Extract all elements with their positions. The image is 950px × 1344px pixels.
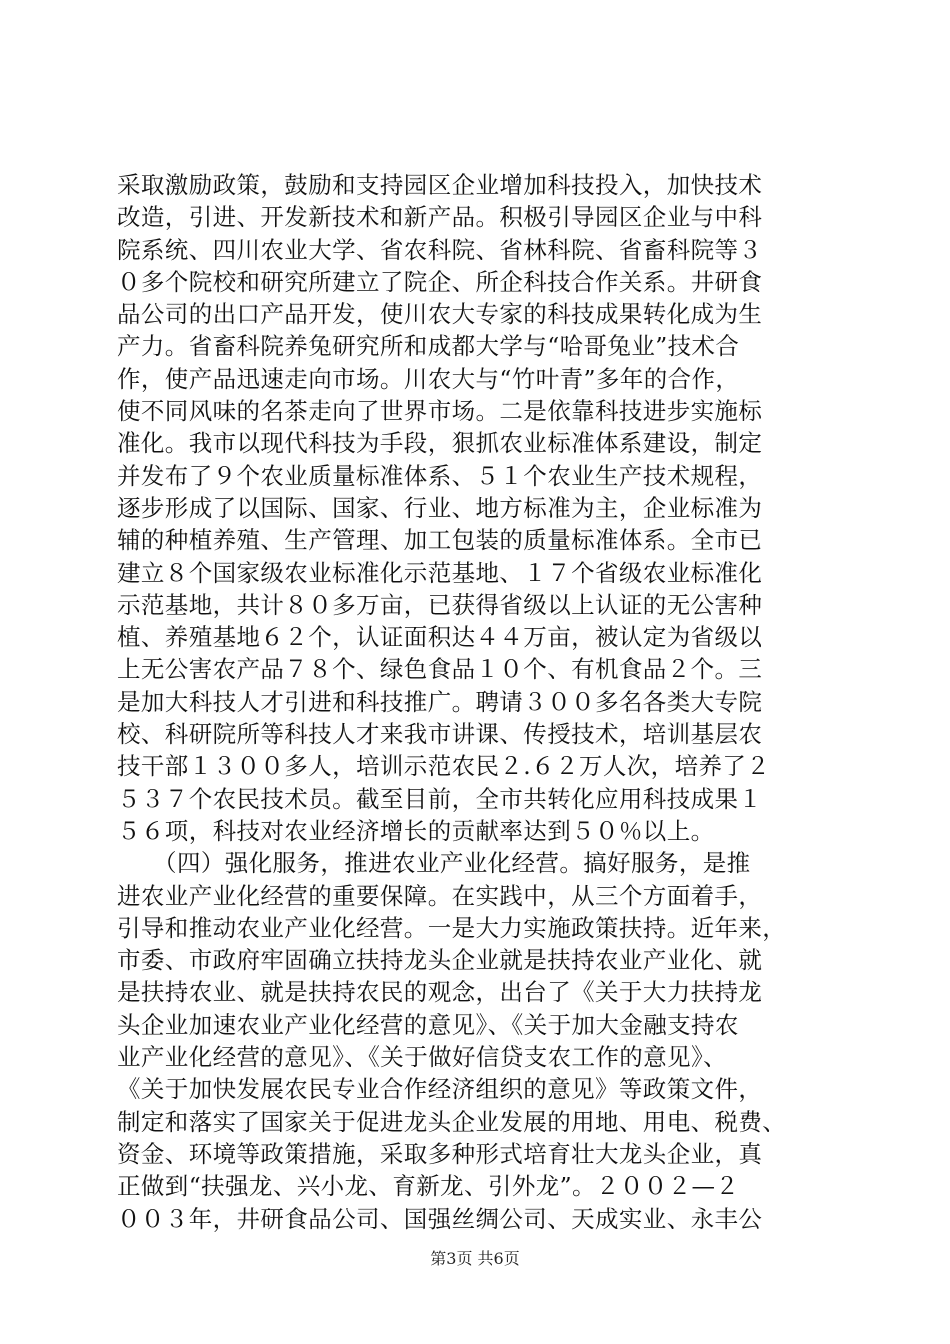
text-line: 制定和落实了国家关于促进龙头企业发展的用地、用电、税费、 (117, 1107, 787, 1136)
text-line: 使不同风味的名茶走向了世界市场。二是依靠科技进步实施标 (117, 397, 763, 426)
text-line: 作，使产品迅速走向市场。川农大与“竹叶青”多年的合作， (117, 364, 740, 393)
text-line: 辅的种植养殖、生产管理、加工包装的质量标准体系。全市已 (117, 526, 763, 555)
text-line: 植、养殖基地６２个，认证面积达４４万亩，被认定为省级以 (117, 623, 763, 652)
text-line: 品公司的出口产品开发，使川农大专家的科技成果转化成为生 (117, 300, 763, 329)
text-line: ０多个院校和研究所建立了院企、所企科技合作关系。井研食 (117, 267, 763, 296)
text-line: 业产业化经营的意见》、《关于做好信贷支农工作的意见》、 (117, 1043, 728, 1072)
text-line: 上无公害农产品７８个、绿色食品１０个、有机食品２个。三 (117, 655, 763, 684)
text-line: 示范基地，共计８０多万亩，已获得省级以上认证的无公害种 (117, 590, 763, 619)
text-line: 《关于加快发展农民专业合作经济组织的意见》等政策文件， (117, 1075, 763, 1104)
text-line: 改造，引进、开发新技术和新产品。积极引导园区企业与中科 (117, 203, 763, 232)
text-line: 进农业产业化经营的重要保障。在实践中，从三个方面着手， (117, 881, 763, 910)
page-number: 第3页 共6页 (430, 1249, 520, 1268)
text-line: 产力。省畜科院养兔研究所和成都大学与“哈哥兔业”技术合 (117, 332, 740, 361)
text-line: 技干部１３００多人，培训示范农民２.６２万人次，培养了２ (117, 752, 771, 781)
page-footer (0, 1246, 950, 1269)
text-line: 并发布了９个农业质量标准体系、５１个农业生产技术规程， (117, 461, 763, 490)
text-line: 是加大科技人才引进和科技推广。聘请３００多名各类大专院 (117, 687, 763, 716)
text-line: 建立８个国家级农业标准化示范基地、１７个省级农业标准化 (117, 558, 763, 587)
text-line: ５３７个农民技术员。截至目前，全市共转化应用科技成果１ (117, 784, 763, 813)
text-line: 准化。我市以现代科技为手段，狠抓农业标准体系建设，制定 (117, 429, 763, 458)
text-line: 正做到“扶强龙、兴小龙、育新龙、引外龙”。２００２—２ (117, 1172, 740, 1201)
text-line: 市委、市政府牢固确立扶持龙头企业就是扶持农业产业化、就 (117, 946, 763, 975)
text-line: 逐步形成了以国际、国家、行业、地方标准为主，企业标准为 (117, 493, 763, 522)
text-line: 引导和推动农业产业化经营。一是大力实施政策扶持。近年来， (117, 913, 787, 942)
text-line: 校、科研院所等科技人才来我市讲课、传授技术，培训基层农 (117, 720, 763, 749)
text-line: 是扶持农业、就是扶持农民的观念，出台了《关于大力扶持龙 (117, 978, 763, 1007)
text-line: 资金、环境等政策措施，采取多种形式培育壮大龙头企业，真 (117, 1139, 763, 1168)
document-body (117, 169, 837, 1235)
text-line: ００３年，井研食品公司、国强丝绸公司、天成实业、永丰公 (117, 1204, 763, 1233)
text-line: ５６项，科技对农业经济增长的贡献率达到５０％以上。 (117, 816, 715, 845)
text-line: 头企业加速农业产业化经营的意见》、《关于加大金融支持农 (117, 1010, 739, 1039)
text-line: （四）强化服务，推进农业产业化经营。搞好服务，是推 (117, 849, 751, 878)
text-line: 院系统、四川农业大学、省农科院、省林科院、省畜科院等３ (117, 235, 763, 264)
text-line: 采取激励政策，鼓励和支持园区企业增加科技投入，加快技术 (117, 171, 763, 199)
